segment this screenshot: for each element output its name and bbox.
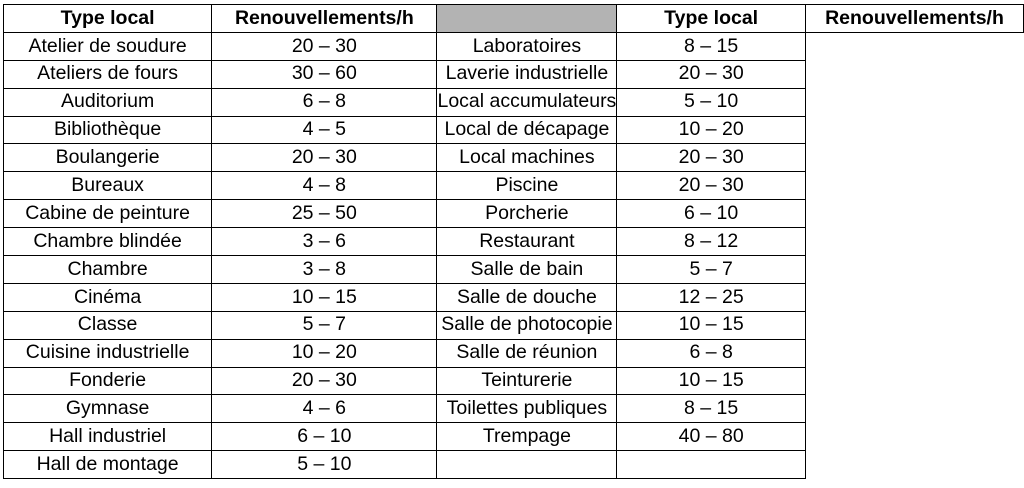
air-change-rate-table: [3, 4, 1024, 479]
header-left-type: Type local: [4, 5, 212, 33]
left-room-type-cell: Hall de montage: [4, 451, 212, 479]
right-room-type-cell: Restaurant: [437, 228, 617, 256]
left-rate-cell: 4 – 5: [212, 116, 437, 144]
table-row: [4, 200, 1024, 228]
table-row: [4, 116, 1024, 144]
header-right-rate: Renouvellements/h: [805, 5, 1023, 33]
left-room-type-cell: Chambre: [4, 256, 212, 284]
right-rate-cell: 6 – 10: [617, 200, 806, 228]
right-room-type-cell: Teinturerie: [437, 367, 617, 395]
left-rate-cell: 20 – 30: [212, 367, 437, 395]
left-rate-cell: 5 – 7: [212, 311, 437, 339]
table-row: [4, 395, 1024, 423]
left-room-type-cell: Cinéma: [4, 283, 212, 311]
table-row: [4, 423, 1024, 451]
table-row: [4, 283, 1024, 311]
left-rate-cell: 25 – 50: [212, 200, 437, 228]
left-rate-cell: 4 – 8: [212, 172, 437, 200]
left-rate-cell: 10 – 20: [212, 339, 437, 367]
right-room-type-cell: Salle de réunion: [437, 339, 617, 367]
left-room-type-cell: Fonderie: [4, 367, 212, 395]
left-rate-cell: 4 – 6: [212, 395, 437, 423]
left-rate-cell: 10 – 15: [212, 283, 437, 311]
right-rate-cell: 12 – 25: [617, 283, 806, 311]
right-rate-cell: 5 – 7: [617, 256, 806, 284]
left-rate-cell: 5 – 10: [212, 451, 437, 479]
right-rate-cell: 6 – 8: [617, 339, 806, 367]
right-room-type-cell: Laboratoires: [437, 32, 617, 60]
right-rate-cell: 10 – 15: [617, 367, 806, 395]
left-room-type-cell: Gymnase: [4, 395, 212, 423]
left-room-type-cell: Atelier de soudure: [4, 32, 212, 60]
right-room-type-cell: Local accumulateurs: [437, 88, 617, 116]
left-rate-cell: 30 – 60: [212, 60, 437, 88]
right-rate-cell: 8 – 15: [617, 32, 806, 60]
right-room-type-cell: [437, 451, 617, 479]
left-rate-cell: 20 – 30: [212, 144, 437, 172]
table-row: [4, 367, 1024, 395]
right-room-type-cell: Local de décapage: [437, 116, 617, 144]
right-rate-cell: 20 – 30: [617, 144, 806, 172]
left-room-type-cell: Cabine de peinture: [4, 200, 212, 228]
table-row: [4, 32, 1024, 60]
table-row: [4, 256, 1024, 284]
table-row: [4, 339, 1024, 367]
left-room-type-cell: Boulangerie: [4, 144, 212, 172]
left-room-type-cell: Chambre blindée: [4, 228, 212, 256]
right-rate-cell: 20 – 30: [617, 172, 806, 200]
column-separator: [437, 5, 617, 33]
left-room-type-cell: Bibliothèque: [4, 116, 212, 144]
header-row: [4, 5, 1024, 33]
left-rate-cell: 6 – 8: [212, 88, 437, 116]
left-room-type-cell: Ateliers de fours: [4, 60, 212, 88]
left-rate-cell: 20 – 30: [212, 32, 437, 60]
right-rate-cell: 5 – 10: [617, 88, 806, 116]
left-room-type-cell: Cuisine industrielle: [4, 339, 212, 367]
table-row: [4, 88, 1024, 116]
right-rate-cell: 10 – 20: [617, 116, 806, 144]
table-row: [4, 311, 1024, 339]
header-left-rate: Renouvellements/h: [212, 5, 437, 33]
table-row: [4, 228, 1024, 256]
left-rate-cell: 3 – 6: [212, 228, 437, 256]
header-right-type: Type local: [617, 5, 806, 33]
right-room-type-cell: Porcherie: [437, 200, 617, 228]
left-room-type-cell: Auditorium: [4, 88, 212, 116]
left-room-type-cell: Classe: [4, 311, 212, 339]
right-room-type-cell: Toilettes publiques: [437, 395, 617, 423]
right-rate-cell: [617, 451, 806, 479]
right-rate-cell: 8 – 12: [617, 228, 806, 256]
left-rate-cell: 6 – 10: [212, 423, 437, 451]
right-room-type-cell: Trempage: [437, 423, 617, 451]
right-rate-cell: 20 – 30: [617, 60, 806, 88]
right-room-type-cell: Local machines: [437, 144, 617, 172]
right-room-type-cell: Salle de bain: [437, 256, 617, 284]
right-room-type-cell: Piscine: [437, 172, 617, 200]
left-room-type-cell: Bureaux: [4, 172, 212, 200]
left-room-type-cell: Hall industriel: [4, 423, 212, 451]
right-rate-cell: 40 – 80: [617, 423, 806, 451]
right-room-type-cell: Salle de douche: [437, 283, 617, 311]
right-room-type-cell: Salle de photocopie: [437, 311, 617, 339]
left-rate-cell: 3 – 8: [212, 256, 437, 284]
right-rate-cell: 8 – 15: [617, 395, 806, 423]
right-rate-cell: 10 – 15: [617, 311, 806, 339]
right-room-type-cell: Laverie industrielle: [437, 60, 617, 88]
table-body: [4, 32, 1024, 478]
table-row: [4, 451, 1024, 479]
table-row: [4, 60, 1024, 88]
table-row: [4, 172, 1024, 200]
table-row: [4, 144, 1024, 172]
